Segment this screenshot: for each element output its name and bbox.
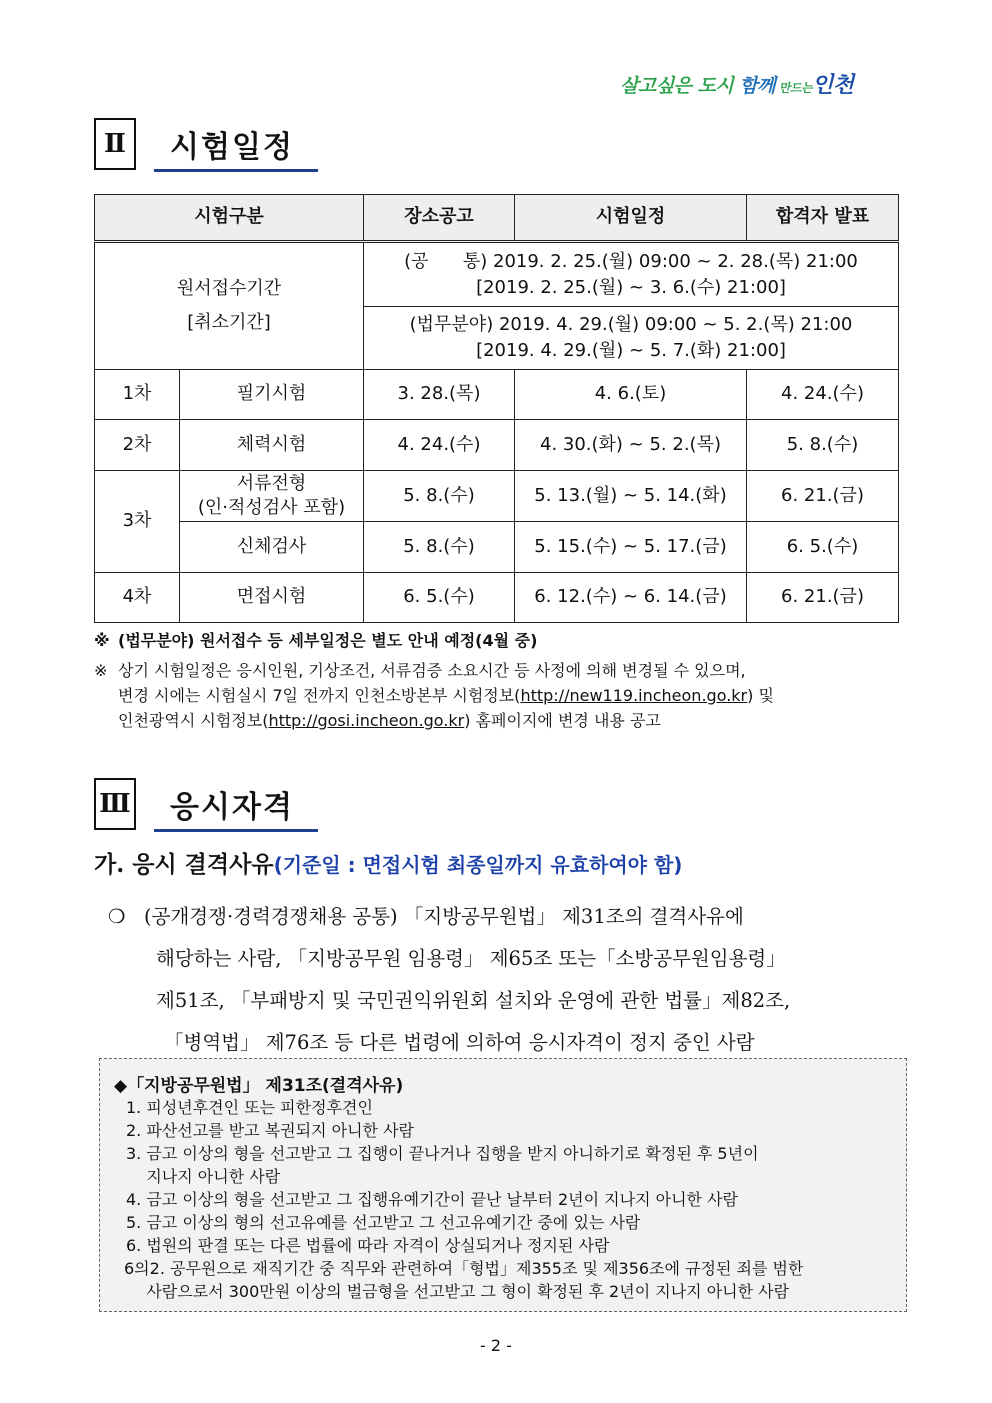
- box-title: ◆「지방공무원법」 제31조(결격사유): [114, 1076, 404, 1096]
- notice-cell: 4. 24.(수): [364, 420, 515, 471]
- incheon-logo: 살고싶은 도시 함께 만드는인천: [620, 73, 854, 98]
- table-row: [95, 420, 899, 471]
- stage-cell: 4차: [95, 573, 180, 623]
- table-row: [95, 573, 899, 623]
- section-title: 응시자격: [154, 778, 318, 832]
- list-item: 2. 파산선고를 받고 복권되지 아니한 사람: [126, 1121, 414, 1140]
- circle-bullet: ❍: [108, 905, 126, 928]
- section-number: Ⅲ: [94, 778, 136, 830]
- application-label-cell: 원서접수기간 [취소기간]: [95, 242, 364, 370]
- law-article-box: [99, 1058, 907, 1312]
- disqualification-paragraph: ❍ (공개경쟁·경력경쟁채용 공통) 「지방공무원법」 제31조의 결격사유에 해당하는 사람, 「지방공무원 임용령」 제65조 또는「소방공무원임용령」 제51조, 「부패방지 및 국민권익위원회 설치와 운영에 관한 법률」제82조, 「병역법」 제76조 등 다른 법령에 의하여 응시자격이 정지 중인 사람: [108, 896, 908, 1064]
- list-item: 사람으로서 300만원 이상의 벌금형을 선고받고 그 형이 확정된 후 2년이 지나지 아니한 사람: [126, 1282, 790, 1301]
- page-number: - 2 -: [480, 1336, 512, 1355]
- note-law-schedule: ※ (법무분야) 원서접수 등 세부일정은 별도 안내 예정(4월 중): [94, 631, 538, 650]
- list-item: 6의2. 공무원으로 재직기간 중 직무와 관련하여「형법」제355조 및 제356조에 규정된 죄를 범한: [124, 1259, 804, 1278]
- result-cell: 4. 24.(수): [747, 370, 899, 420]
- list-item: 5. 금고 이상의 형의 선고유예를 선고받고 그 선고유예기간 중에 있는 사람: [126, 1213, 641, 1232]
- exam-date-cell: 4. 30.(화) ~ 5. 2.(목): [515, 420, 747, 471]
- exam-date-cell: 4. 6.(토): [515, 370, 747, 420]
- table-row: [95, 471, 899, 522]
- exam-name-cell: 신체검사: [180, 522, 364, 573]
- result-cell: 6. 21.(금): [747, 471, 899, 522]
- exam-name-cell: 체력시험: [180, 420, 364, 471]
- table-row: [95, 370, 899, 420]
- exam-name-cell: 면접시험: [180, 573, 364, 623]
- list-item: 지나지 아니한 사람: [126, 1167, 281, 1186]
- section-number: Ⅱ: [94, 118, 136, 170]
- stage-cell: 2차: [95, 420, 180, 471]
- notice-cell: 3. 28.(목): [364, 370, 515, 420]
- result-cell: 6. 21.(금): [747, 573, 899, 623]
- header-cell: 시험일정: [515, 195, 747, 242]
- fire-exam-info-link[interactable]: http://new119.incheon.go.kr: [520, 686, 748, 705]
- application-row: [95, 242, 899, 307]
- header-cell: 시험구분: [95, 195, 364, 242]
- header-cell: 합격자 발표: [747, 195, 899, 242]
- exam-name-cell: 필기시험: [180, 370, 364, 420]
- note-schedule-change: ※ 상기 시험일정은 응시인원, 기상조건, 서류검증 소요시간 등 사정에 의해 변경될 수 있으며, 변경 시에는 시험실시 7일 전까지 인천소방본부 시험정보(http://new119.incheon.go.kr) 및 인천광역시 시험정보(http://gosi.incheon.go.kr) 홈페이지에 변경 내용 공고: [94, 661, 774, 730]
- subsection-disqualification: 가. 응시 결격사유(기준일 : 면접시험 최종일까지 유효하여야 함): [94, 851, 683, 878]
- list-item: 4. 금고 이상의 형을 선고받고 그 집행유예기간이 끝난 날부터 2년이 지나지 아니한 사람: [126, 1190, 738, 1209]
- exam-date-cell: 5. 13.(월) ~ 5. 14.(화): [515, 471, 747, 522]
- list-item: 6. 법원의 판결 또는 다른 법률에 따라 자격이 상실되거나 정지된 사람: [126, 1236, 610, 1255]
- result-cell: 5. 8.(수): [747, 420, 899, 471]
- notice-cell: 5. 8.(수): [364, 471, 515, 522]
- list-item: 3. 금고 이상의 형을 선고받고 그 집행이 끝나거나 집행을 받지 아니하기로 확정된 후 5년이: [126, 1144, 759, 1163]
- header-cell: 장소공고: [364, 195, 515, 242]
- notice-cell: 5. 8.(수): [364, 522, 515, 573]
- exam-date-cell: 5. 15.(수) ~ 5. 17.(금): [515, 522, 747, 573]
- exam-schedule-table: [94, 194, 899, 623]
- stage-cell: 1차: [95, 370, 180, 420]
- result-cell: 6. 5.(수): [747, 522, 899, 573]
- table-header-row: [95, 195, 899, 242]
- city-exam-info-link[interactable]: http://gosi.incheon.go.kr: [268, 711, 465, 730]
- exam-date-cell: 6. 12.(수) ~ 6. 14.(금): [515, 573, 747, 623]
- application-common-cell: (공 통) 2019. 2. 25.(월) 09:00 ~ 2. 28.(목) 21:00 [2019. 2. 25.(월) ~ 3. 6.(수) 21:00]: [364, 242, 899, 307]
- notice-cell: 6. 5.(수): [364, 573, 515, 623]
- stage-cell: 3차: [95, 471, 180, 573]
- section-title: 시험일정: [154, 118, 318, 172]
- list-item: 1. 피성년후견인 또는 피한정후견인: [126, 1098, 373, 1117]
- application-law-cell: (법무분야) 2019. 4. 29.(월) 09:00 ~ 5. 2.(목) 21:00 [2019. 4. 29.(월) ~ 5. 7.(화) 21:00]: [364, 307, 899, 370]
- table-row: [95, 522, 899, 573]
- exam-name-cell: 서류전형 (인·적성검사 포함): [180, 471, 364, 522]
